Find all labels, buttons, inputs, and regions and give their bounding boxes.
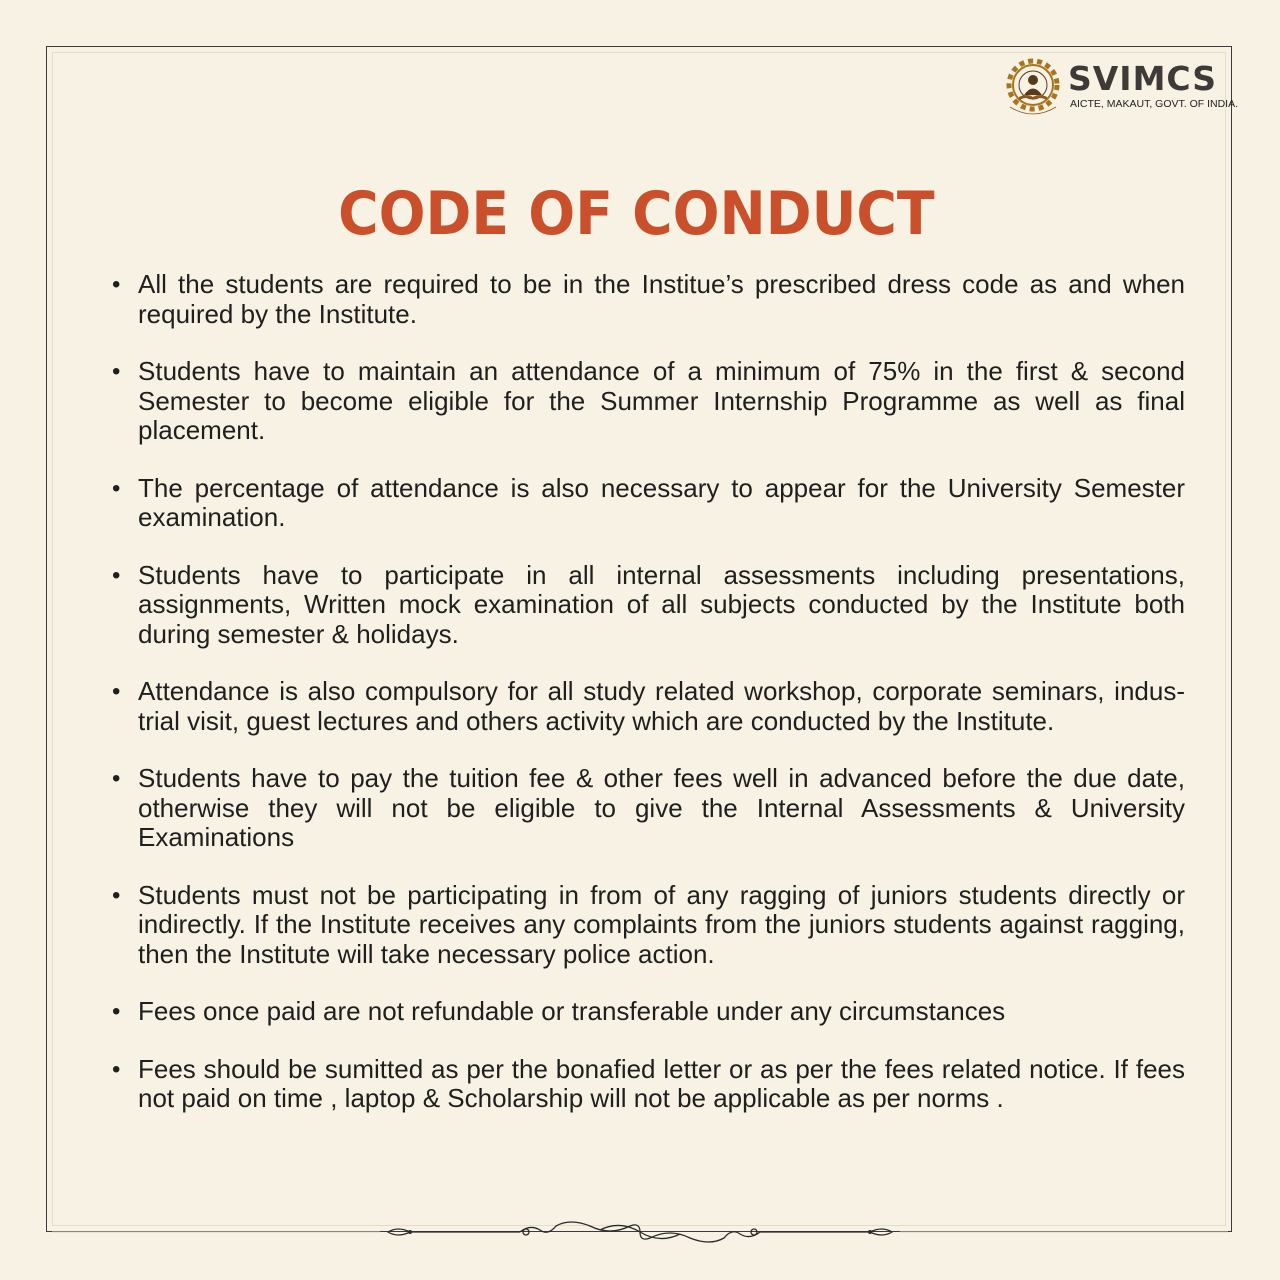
rule-item: • Students have to maintain an attendance of a minimum of 75% in the first & second Semester to become eligible for the Summer Internship Programme as well as final placement.	[110, 357, 1185, 446]
rule-item: • Fees should be sumitted as per the bonafied letter or as per the fees related notice. If fees not paid on time , laptop & Scholarship will not be applicable as per norms .	[110, 1055, 1185, 1114]
rule-item: • All the students are required to be in the Institue’s prescribed dress code as and when required by the Institute.	[110, 270, 1185, 329]
rules-list	[110, 270, 1185, 1142]
rule-item: • Students have to participate in all internal assessments including presentations, assignments, Written mock examination of all subjects conducted by the Institute both during semester & holidays.	[110, 561, 1185, 650]
rule-item: • Attendance is also compulsory for all study related workshop, corporate seminars, indus-trial visit, guest lectures and others activity which are conducted by the Institute.	[110, 677, 1185, 736]
flourish-divider-icon	[0, 1212, 1280, 1252]
page-title: CODE OF CONDUCT	[338, 179, 935, 249]
rule-item: • Students have to pay the tuition fee & other fees well in advanced before the due date, otherwise they will not be eligible to give the Internal Assessments & University Examinations	[110, 764, 1185, 853]
institute-logo	[1002, 55, 1239, 123]
rule-item: • Fees once paid are not refundable or transferable under any circumstances	[110, 997, 1185, 1027]
gear-seal-icon	[1002, 55, 1066, 119]
logo-brand-name: SVIMCS	[1068, 59, 1218, 98]
rule-item: • The percentage of attendance is also necessary to appear for the University Semester examination.	[110, 474, 1185, 533]
logo-tagline: AICTE, MAKAUT, GOVT. OF INDIA.	[1070, 98, 1239, 110]
rule-item: • Students must not be participating in from of any ragging of juniors students directly or indirectly. If the Institute receives any complaints from the juniors students against ragging, then the Institute will take necessary police action.	[110, 881, 1185, 970]
